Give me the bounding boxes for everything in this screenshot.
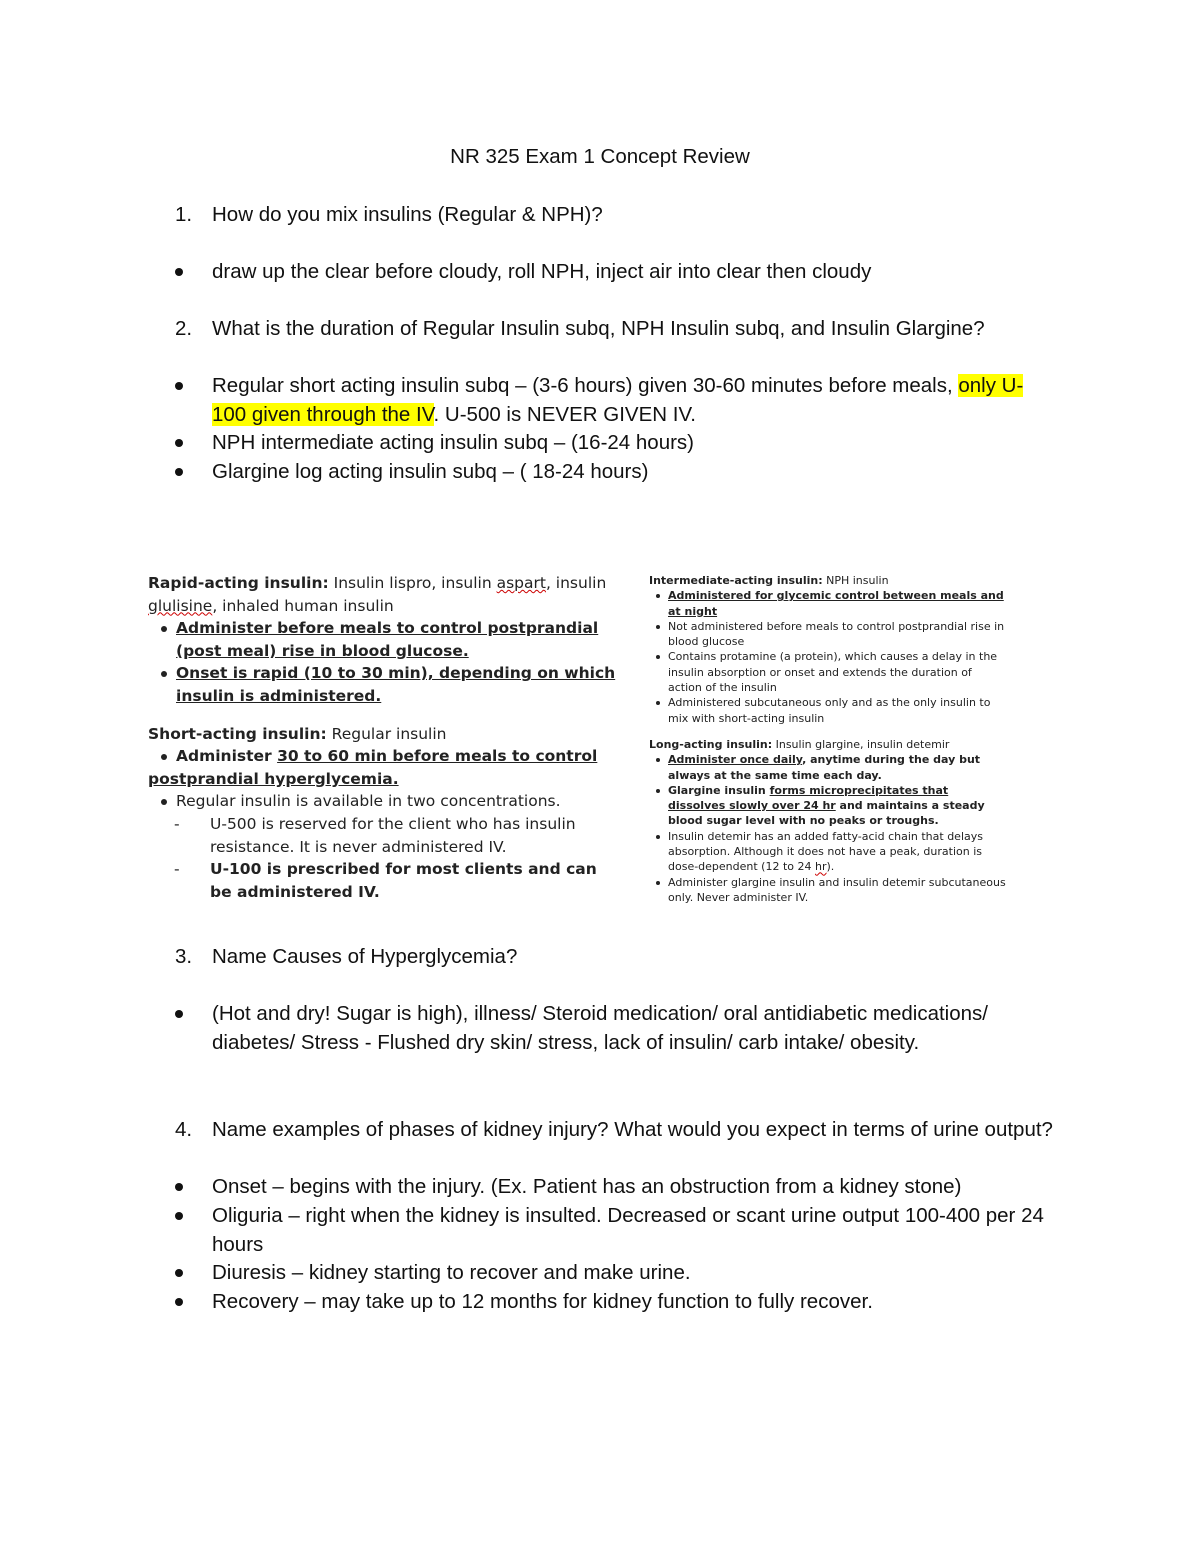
sub-bullet-text: U-500 is reserved for the client who has insulin resistance. It is never administered IV. xyxy=(210,814,576,856)
bullet-icon xyxy=(656,758,660,762)
section-text: Regular insulin xyxy=(326,724,447,743)
panel-bullet xyxy=(649,588,1009,619)
bullet-text: Administer once daily xyxy=(668,753,803,767)
bullet-icon xyxy=(175,1298,183,1306)
bullet-text: postprandial hyperglycemia. xyxy=(148,769,399,788)
dash-icon: - xyxy=(174,860,180,879)
section-text: , insulin xyxy=(545,574,607,592)
sub-bullet-text: U-100 is prescribed for most clients and can be administered IV. xyxy=(210,860,597,901)
answer-4-diuresis-bullet xyxy=(175,1259,1055,1288)
bullet-text: and maintains a steady blood sugar level with no peaks or troughs. xyxy=(668,799,985,828)
section-text: glulisine xyxy=(148,596,213,615)
dash-icon: - xyxy=(174,814,180,833)
bullet-icon xyxy=(175,468,183,476)
panel-bullet xyxy=(649,695,1009,726)
panel-sub-bullet xyxy=(148,858,618,903)
question-4 xyxy=(175,1116,1055,1144)
bullet-text: Oliguria – right when the kidney is insulted. Decreased or scant urine output 100-400 per 24 hours xyxy=(212,1204,1044,1256)
answer-4-oliguria-bullet xyxy=(175,1202,1055,1259)
bullet-text: Glargine insulin xyxy=(668,783,770,797)
question-2 xyxy=(175,315,1055,343)
bullet-text: Glargine log acting insulin subq – ( 18-24 hours) xyxy=(212,460,649,483)
regular-text: Regular short acting insulin subq – (3-6 hours) given 30-60 minutes before meals, xyxy=(212,374,959,397)
bullet-text xyxy=(212,372,1055,429)
panel-bullet xyxy=(148,662,618,707)
rapid-acting-heading xyxy=(148,572,618,617)
answer-2-glargine-bullet xyxy=(175,458,1055,487)
bullet-icon xyxy=(175,382,183,390)
bullet-text: ). xyxy=(826,860,835,874)
insulin-panel-left xyxy=(148,572,618,903)
panel-sub-bullet xyxy=(148,813,618,858)
panel-bullet xyxy=(148,790,618,813)
panel-bullet xyxy=(148,617,618,662)
bullet-text: 30 to 60 min before meals to control xyxy=(277,747,598,766)
panel-bullet xyxy=(649,619,1009,650)
panel-bullet xyxy=(649,875,1009,906)
long-acting-heading xyxy=(649,737,1009,752)
bullet-text: Insulin detemir has an added fatty-acid chain that delays absorption. Although it does not have a peak, duration is dose-dependent (12 to 24 xyxy=(668,829,983,874)
bullet-text: Diuresis – kidney starting to recover and make urine. xyxy=(212,1261,691,1284)
question-number: 1. xyxy=(175,203,193,226)
bullet-icon xyxy=(656,701,660,705)
bullet-text: Regular insulin is available in two concentrations. xyxy=(176,792,561,811)
bullet-icon xyxy=(161,671,167,677)
question-text: Name examples of phases of kidney injury? What would you expect in terms of urine output? xyxy=(212,1118,1053,1141)
question-3 xyxy=(175,943,1055,971)
answer-2-regular-bullet xyxy=(175,372,1055,429)
bullet-text: Not administered before meals to control postprandial rise in blood glucose xyxy=(668,619,1005,649)
bullet-text: Administer xyxy=(176,747,278,766)
bullet-text: (Hot and dry! Sugar is high), illness/ Steroid medication/ oral antidiabetic medications/ diabetes/ Stress - Flushed dry skin/ stress, lack of insulin/ carb intake/ obesity. xyxy=(212,1002,988,1054)
answer-2-nph-bullet xyxy=(175,429,1055,458)
bullet-icon xyxy=(175,1183,183,1191)
bullet-icon xyxy=(656,655,660,659)
bullet-icon xyxy=(656,789,660,793)
section-text: Insulin glargine, insulin detemir xyxy=(772,737,950,751)
bullet-icon xyxy=(656,835,660,839)
question-text: What is the duration of Regular Insulin subq, NPH Insulin subq, and Insulin Glargine? xyxy=(212,317,985,340)
bullet-icon xyxy=(175,1212,183,1220)
bullet-text: hr xyxy=(815,860,827,874)
section-text: NPH insulin xyxy=(822,574,889,587)
section-text: aspart xyxy=(496,574,546,592)
bullet-text: Administer before meals to control postprandial (post meal) rise in blood glucose. xyxy=(176,619,599,660)
answer-4-onset-bullet xyxy=(175,1173,1055,1202)
bullet-icon xyxy=(175,1010,183,1018)
question-text: How do you mix insulins (Regular & NPH)? xyxy=(212,203,603,226)
highlighted-text: only U-100 given through the IV xyxy=(212,374,1024,426)
bullet-icon xyxy=(175,1269,183,1277)
bullet-text: NPH intermediate acting insulin subq – (16-24 hours) xyxy=(212,431,695,454)
question-number: 4. xyxy=(175,1118,193,1141)
section-label: Short-acting insulin: xyxy=(148,724,327,743)
intermediate-acting-heading xyxy=(649,573,1009,588)
question-1 xyxy=(175,201,1055,229)
section-text: , inhaled human insulin xyxy=(212,596,394,615)
short-acting-heading xyxy=(148,723,618,746)
section-text: Insulin lispro, insulin xyxy=(328,574,497,592)
panel-bullet xyxy=(649,783,1009,829)
question-text: Name Causes of Hyperglycemia? xyxy=(212,945,518,968)
bullet-text: Recovery – may take up to 12 months for kidney function to fully recover. xyxy=(212,1290,873,1313)
bullet-icon xyxy=(161,754,167,760)
document-title: NR 325 Exam 1 Concept Review xyxy=(450,145,750,168)
bullet-text: draw up the clear before cloudy, roll NPH, inject air into clear then cloudy xyxy=(212,260,872,283)
bullet-icon xyxy=(656,625,660,629)
answer-4-recovery-bullet xyxy=(175,1288,1055,1317)
bullet-text: Onset – begins with the injury. (Ex. Patient has an obstruction from a kidney stone) xyxy=(212,1175,962,1198)
question-number: 2. xyxy=(175,317,193,340)
insulin-panel-right xyxy=(649,573,1009,905)
bullet-text: Administered for glycemic control between meals and at night xyxy=(668,589,1004,618)
bullet-icon xyxy=(161,799,167,805)
regular-text-end: . U-500 is NEVER GIVEN IV. xyxy=(433,402,696,426)
bullet-icon xyxy=(175,268,183,276)
bullet-text: Contains protamine (a protein), which causes a delay in the insulin absorption or onset and extends the duration of action of the insulin xyxy=(668,650,998,695)
bullet-text: forms microprecipitates that dissolves slowly over 24 hr xyxy=(668,783,949,813)
bullet-icon xyxy=(161,626,167,632)
answer-1-bullet xyxy=(175,258,1055,287)
bullet-text: Administer glargine insulin and insulin detemir subcutaneous only. Never administer IV. xyxy=(668,875,1006,904)
section-label: Rapid-acting insulin: xyxy=(148,574,329,592)
bullet-text: , anytime during the day but always at the same time each day. xyxy=(668,753,981,782)
panel-bullet xyxy=(148,745,618,790)
bullet-icon xyxy=(175,439,183,447)
bullet-icon xyxy=(656,881,660,885)
bullet-text: Onset is rapid (10 to 30 min), depending on which insulin is administered. xyxy=(176,664,616,705)
bullet-text: Administered subcutaneous only and as the only insulin to mix with short-acting insulin xyxy=(668,696,991,725)
section-label: Long-acting insulin: xyxy=(649,737,773,751)
panel-bullet xyxy=(649,829,1009,875)
panel-bullet xyxy=(649,649,1009,695)
question-number: 3. xyxy=(175,945,193,968)
bullet-icon xyxy=(656,594,660,598)
section-label: Intermediate-acting insulin: xyxy=(649,574,823,587)
panel-bullet xyxy=(649,752,1009,783)
answer-3-bullet xyxy=(175,1000,1055,1057)
